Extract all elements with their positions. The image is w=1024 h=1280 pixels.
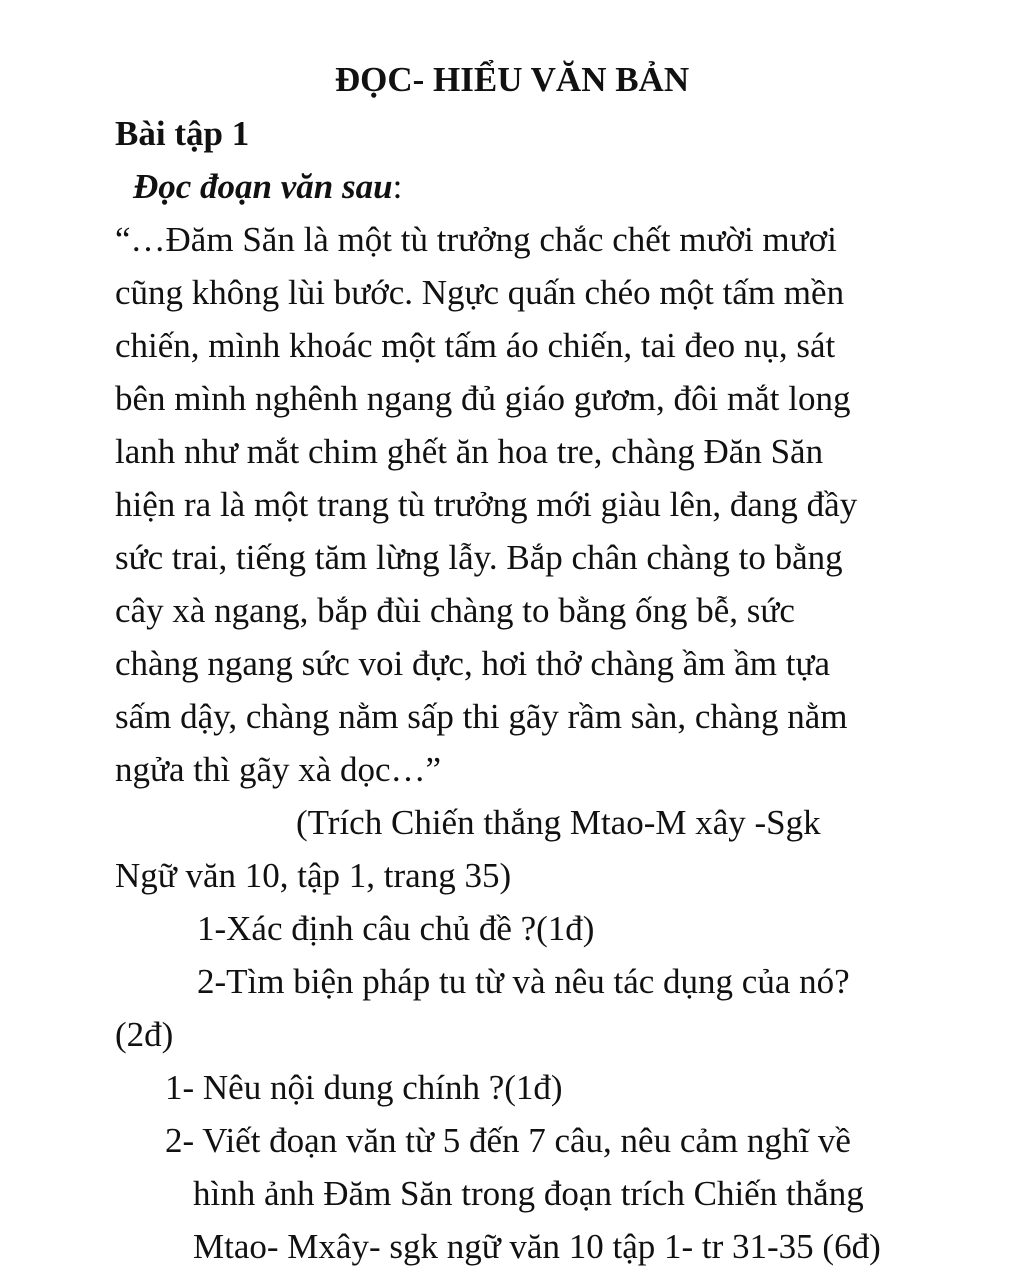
passage-line: chiến, mình khoác một tấm áo chiến, tai đeo nụ, sát [115, 326, 836, 365]
citation-line-2: Ngữ văn 10, tập 1, trang 35) [115, 856, 512, 895]
citation-line-1: (Trích Chiến thắng Mtao-M xây -Sgk [296, 803, 821, 842]
question-2-line-2: (2đ) [115, 1015, 174, 1054]
question-2-line-1: 2-Tìm biện pháp tu từ và nêu tác dụng của nó? [197, 962, 850, 1001]
task-2-line-2: hình ảnh Đăm Săn trong đoạn trích Chiến thắng [193, 1174, 864, 1213]
exercise-heading: Bài tập 1 [115, 114, 250, 153]
passage-line: chàng ngang sức voi đực, hơi thở chàng ầm ầm tựa [115, 644, 830, 683]
passage-line: hiện ra là một trang tù trưởng mới giàu lên, đang đầy [115, 485, 858, 524]
instruction-colon: : [392, 167, 403, 206]
passage-line: cây xà ngang, bắp đùi chàng to bằng ống bễ, sức [115, 591, 795, 630]
instruction-text: Đọc đoạn văn sau [133, 167, 393, 206]
task-1: 1- Nêu nội dung chính ?(1đ) [165, 1068, 563, 1107]
passage-line: ngửa thì gãy xà dọc…” [115, 750, 442, 789]
passage-line: sức trai, tiếng tăm lừng lẫy. Bắp chân chàng to bằng [115, 538, 843, 577]
instruction [133, 165, 402, 209]
question-1: 1-Xác định câu chủ đề ?(1đ) [197, 909, 595, 948]
document-title: ĐỌC- HIỂU VĂN BẢN [334, 60, 690, 99]
passage-line: cũng không lùi bước. Ngực quấn chéo một tấm mền [115, 273, 845, 312]
passage-line: sấm dậy, chàng nằm sấp thi gãy rầm sàn, chàng nằm [115, 697, 848, 736]
passage-line: “…Đăm Săn là một tù trưởng chắc chết mười mươi [115, 220, 837, 259]
passage-line: lanh như mắt chim ghết ăn hoa tre, chàng Đăn Săn [115, 432, 824, 471]
task-2-line-3: Mtao- Mxây- sgk ngữ văn 10 tập 1- tr 31-35 (6đ) [193, 1227, 881, 1266]
passage-line: bên mình nghênh ngang đủ giáo gươm, đôi mắt long [115, 379, 851, 418]
task-2-line-1: 2- Viết đoạn văn từ 5 đến 7 câu, nêu cảm nghĩ về [165, 1121, 851, 1160]
